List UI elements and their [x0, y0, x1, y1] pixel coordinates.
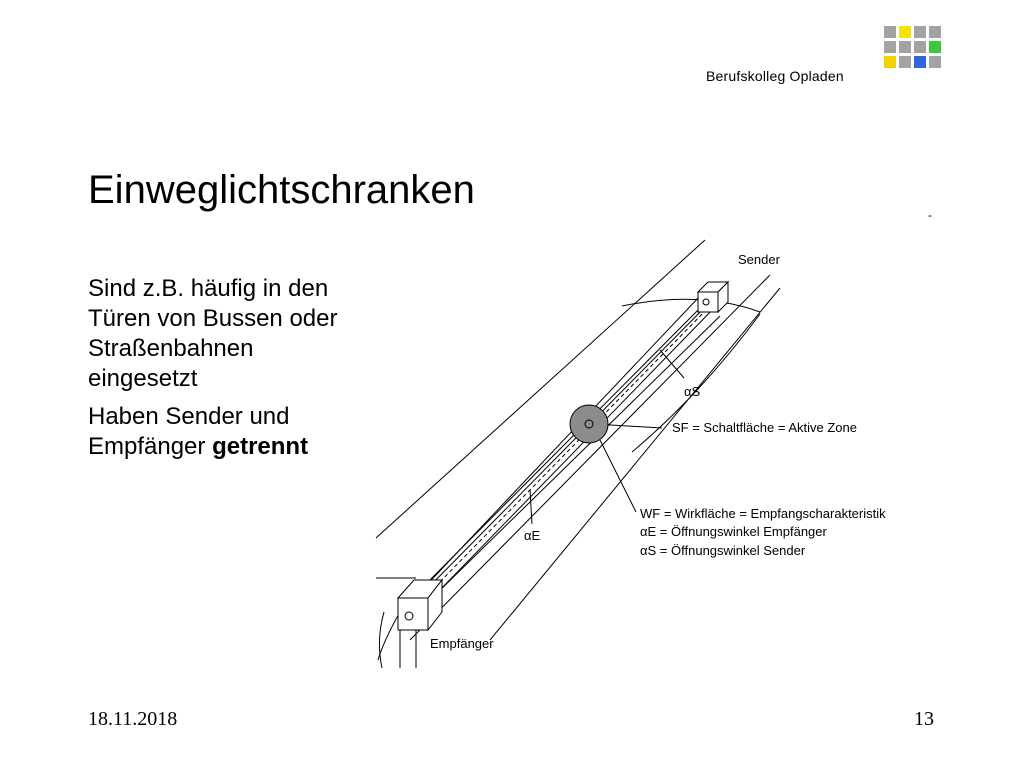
alpha-e-label: αE: [524, 528, 541, 543]
active-zone: [570, 405, 608, 443]
alpha-e-definition: αE = Öffnungswinkel Empfänger: [640, 524, 827, 539]
alpha-s-label: αS: [684, 384, 701, 399]
receiver-arc: [378, 612, 400, 660]
organization-name: Berufskolleg Opladen: [706, 68, 844, 84]
bullet-bold-text: getrennt: [212, 433, 309, 460]
sender-cone-line: [490, 288, 780, 640]
slide-title: Einweglichtschranken: [88, 168, 475, 212]
receiver-arc: [379, 612, 384, 668]
wf-label: WF = Wirkfläche = Empfangscharakteristik: [640, 506, 886, 521]
alpha-s-definition: αS = Öffnungswinkel Sender: [640, 543, 806, 558]
page-number: 13: [914, 708, 934, 730]
sf-label: SF = Schaltfläche = Aktive Zone: [672, 420, 857, 435]
sender-cone-line: [410, 275, 770, 640]
wf-pointer: [600, 440, 636, 512]
sender-label: Sender: [738, 252, 780, 267]
sender-box: [698, 292, 718, 312]
bullet-text: Sind z.B. häufig in den Türen von Bussen oder Straßenbahnen eingesetzt: [88, 275, 338, 392]
footer-date: 18.11.2018: [88, 708, 178, 730]
sender-cone-line: [376, 240, 705, 538]
receiver-label: Empfänger: [430, 636, 494, 651]
bullet-text: Haben Sender und Empfänger: [88, 403, 290, 460]
title-dash: -: [928, 208, 932, 222]
